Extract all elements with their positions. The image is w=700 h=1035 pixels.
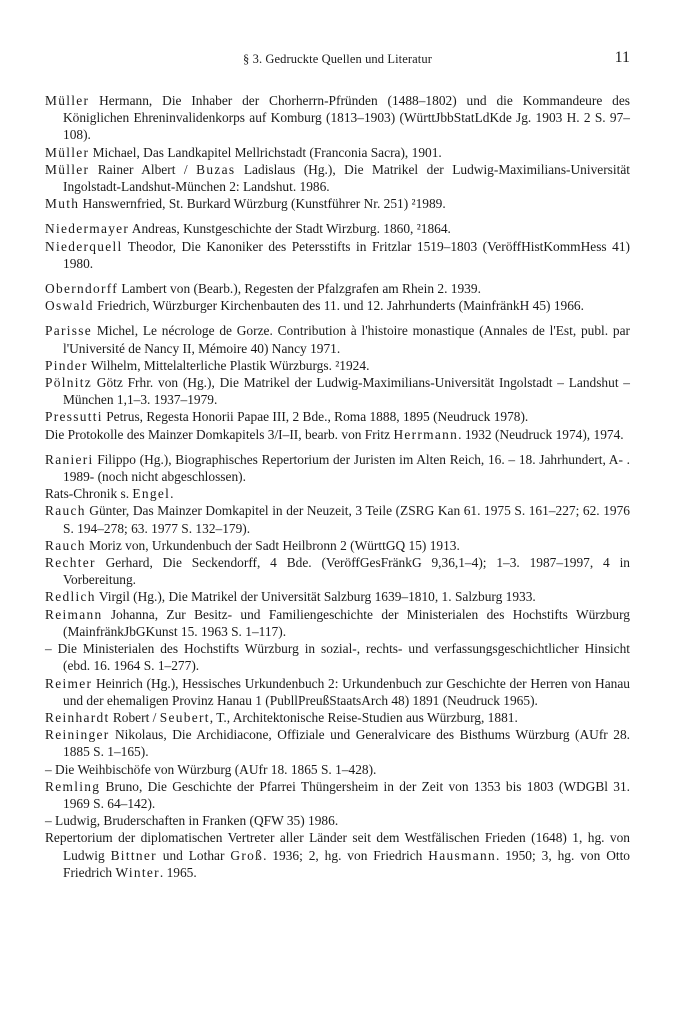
author-name: Herrmann	[393, 426, 459, 442]
entry-text: Johanna, Zur Besitz- und Familiengeschichte der Ministerialen des Hochstifts Würzburg (MainfränkJbGKunst 15. 1963 S. 1–117).	[63, 606, 630, 639]
author-name: Niederquell	[45, 238, 123, 254]
bibliography-entry	[45, 829, 630, 881]
letter-group	[45, 220, 630, 272]
bibliography-entry	[45, 357, 630, 374]
bibliography-entry	[45, 812, 630, 829]
author-name: Rauch	[45, 537, 86, 553]
author-name: Winter	[115, 864, 160, 880]
running-title: § 3. Gedruckte Quellen und Literatur	[243, 52, 432, 66]
bibliography-entry	[45, 554, 630, 588]
bibliography-entry	[45, 280, 630, 297]
page-number: 11	[614, 49, 630, 66]
bibliography-entry	[45, 675, 630, 709]
author-name: Remling	[45, 778, 101, 794]
bibliography-entry	[45, 778, 630, 812]
entry-text: Wilhelm, Mittelalterliche Plastik Würzburgs. ²1924.	[87, 357, 370, 373]
entry-text: Petrus, Regesta Honorii Papae III, 2 Bde., Roma 1888, 1895 (Neudruck 1978).	[102, 409, 529, 425]
entry-text: Die Protokolle des Mainzer Domkapitels 3/I–II, bearb. von Fritz	[45, 426, 394, 442]
author-name: Pinder	[45, 357, 88, 373]
author-name: Seubert	[159, 709, 210, 725]
entry-text: . 1936; 2, hg. von Friedrich	[263, 847, 429, 863]
entry-text: Repertorium der diplomatischen Vertreter aller Länder seit dem Westfälischen Frieden (1648) 1, hg. von Ludwig	[45, 830, 630, 863]
entry-text: Michael, Das Landkapitel Mellrichstadt (Franconia Sacra), 1901.	[89, 144, 442, 160]
entry-text: Rainer Albert /	[89, 161, 197, 177]
bibliography-entry	[45, 485, 630, 502]
bibliography-entry	[45, 322, 630, 356]
author-name: Rauch	[45, 503, 86, 519]
bibliography-entry	[45, 726, 630, 760]
author-name: Bittner	[110, 847, 157, 863]
bibliography-entry	[45, 537, 630, 554]
author-name: Hausmann	[428, 847, 496, 863]
bibliography-entry	[45, 92, 630, 144]
entry-text: Lambert von (Bearb.), Regesten der Pfalzgrafen am Rhein 2. 1939.	[118, 281, 481, 297]
bibliography-entry	[45, 606, 630, 640]
author-name: Pressutti	[45, 409, 103, 425]
author-name: Reinhardt	[45, 709, 110, 725]
entry-text: Robert /	[109, 709, 160, 725]
bibliography-entry	[45, 709, 630, 726]
entry-text: Theodor, Die Kanoniker des Petersstifts in Fritzlar 1519–1803 (VeröffHistKommHess 41) 1980.	[63, 238, 630, 271]
author-name: Buzas	[196, 161, 236, 177]
entry-text: Hermann, Die Inhaber der Chorherrn-Pfründen (1488–1802) und die Kommandeure des Königlichen Ehreninvalidenkorps auf Komburg (1813–1903) (WürttJbbStatLdKde Jg. 1903 H. 2 S. 97–108).	[63, 93, 630, 143]
bibliography-entry	[45, 761, 630, 778]
author-name: Reimer	[45, 675, 93, 691]
entry-text: . 1950; 3, hg. von Otto Friedrich	[63, 847, 630, 880]
bibliography-entry	[45, 426, 630, 443]
author-name: Müller	[45, 144, 90, 160]
entry-text: – Ludwig, Bruderschaften in Franken (QFW 35) 1986.	[45, 813, 339, 829]
author-name: Niedermayer	[45, 221, 130, 237]
bibliography-entry	[45, 408, 630, 425]
author-name: Ranieri	[45, 451, 94, 467]
bibliography-entry	[45, 588, 630, 605]
letter-group	[45, 280, 630, 314]
bibliography-entry	[45, 374, 630, 408]
author-name: Reimann	[45, 606, 103, 622]
entry-text: – Die Weihbischöfe von Würzburg (AUfr 18. 1865 S. 1–428).	[45, 761, 377, 777]
entry-text: . 1932 (Neudruck 1974), 1974.	[458, 426, 624, 442]
author-name: Oberndorff	[45, 281, 118, 297]
bibliography-entry	[45, 640, 630, 674]
author-name: Rechter	[45, 555, 96, 571]
entry-text: Rats-Chronik s.	[45, 486, 133, 502]
bibliography-list	[45, 92, 630, 889]
author-name: Müller	[45, 93, 90, 108]
author-name: Redlich	[45, 589, 96, 605]
entry-text: und Lothar	[156, 847, 231, 863]
author-name: Muth	[45, 196, 80, 212]
letter-group	[45, 322, 630, 442]
entry-text: Nikolaus, Die Archidiacone, Offiziale und Generalvicare des Bisthums Würzburg (AUfr 28. 1885 S. 1–165).	[63, 727, 630, 760]
entry-text: Filippo (Hg.), Biographisches Repertorium der Juristen im Alten Reich, 16. – 18. Jahrhundert, A- . 1989- (noch nicht abgeschlossen).	[63, 451, 630, 485]
entry-text: Michel, Le nécrologe de Gorze. Contribution à l'histoire monastique (Annales de l'Est, publ. par l'Université de Nancy II, Mémoire 40) Nancy 1971.	[63, 323, 630, 356]
entry-text: . 1965.	[159, 864, 197, 880]
letter-group	[45, 92, 630, 212]
bibliography-entry	[45, 238, 630, 272]
entry-text: Friedrich, Würzburger Kirchenbauten des 11. und 12. Jahrhunderts (MainfränkH 45) 1966.	[93, 298, 584, 314]
author-name: Reininger	[45, 727, 110, 743]
author-name: Groß	[230, 847, 264, 863]
entry-text: .	[170, 486, 174, 502]
page-header	[45, 49, 630, 72]
bibliography-entry	[45, 144, 630, 161]
entry-text: , T., Architektonische Reise-Studien aus Würzburg, 1881.	[209, 709, 518, 725]
author-name: Oswald	[45, 298, 94, 314]
entry-text: Andreas, Kunstgeschichte der Stadt Wirzburg. 1860, ²1864.	[129, 221, 451, 237]
entry-text: Moriz von, Urkundenbuch der Sadt Heilbronn 2 (WürttGQ 15) 1913.	[85, 537, 460, 553]
entry-text: – Die Ministerialen des Hochstifts Würzburg in sozial-, rechts- und verfassungsgeschichtlicher Hinsicht (ebd. 16. 1964 S. 1–277).	[45, 641, 630, 674]
entry-text: Hanswernfried, St. Burkard Würzburg (Kunstführer Nr. 251) ²1989.	[79, 196, 446, 212]
bibliography-entry	[45, 451, 630, 485]
bibliography-entry	[45, 195, 630, 212]
author-name: Pölnitz	[45, 375, 93, 391]
entry-text: Götz Frhr. von (Hg.), Die Matrikel der Ludwig-Maximilians-Universität Ingolstadt – Landshut – München 1,1–3. 1937–1979.	[63, 375, 630, 408]
bibliography-entry	[45, 297, 630, 314]
author-name: Engel	[132, 486, 171, 502]
author-name: Parisse	[45, 323, 93, 339]
entry-text: Bruno, Die Geschichte der Pfarrei Thüngersheim in der Zeit von 1353 bis 1803 (WDGBl 31. 1969 S. 64–142).	[63, 778, 630, 811]
bibliography-entry	[45, 502, 630, 536]
entry-text: Ladislaus (Hg.), Die Matrikel der Ludwig-Maximilians-Universität Ingolstadt-Landshut-München 2: Landshut. 1986.	[63, 161, 630, 195]
bibliography-entry	[45, 161, 630, 195]
entry-text: Heinrich (Hg.), Hessisches Urkundenbuch 2: Urkundenbuch zur Geschichte der Herren von Hanau und der ehemaligen Provinz Hanau 1 (PubllPreußStaatsArch 48) 1891 (Neudruck 1965).	[63, 675, 630, 708]
entry-text: Gerhard, Die Seckendorff, 4 Bde. (VeröffGesFränkG 9,36,1–4); 1–3. 1987–1997, 4 in Vorbereitung.	[63, 555, 630, 588]
letter-group	[45, 451, 630, 881]
author-name: Müller	[45, 161, 90, 177]
entry-text: Günter, Das Mainzer Domkapitel in der Neuzeit, 3 Teile (ZSRG Kan 61. 1975 S. 161–227; 62. 1976 S. 194–278; 63. 1977 S. 132–179).	[63, 503, 630, 536]
bibliography-entry	[45, 220, 630, 237]
entry-text: Virgil (Hg.), Die Matrikel der Universität Salzburg 1639–1810, 1. Salzburg 1933.	[95, 589, 536, 605]
